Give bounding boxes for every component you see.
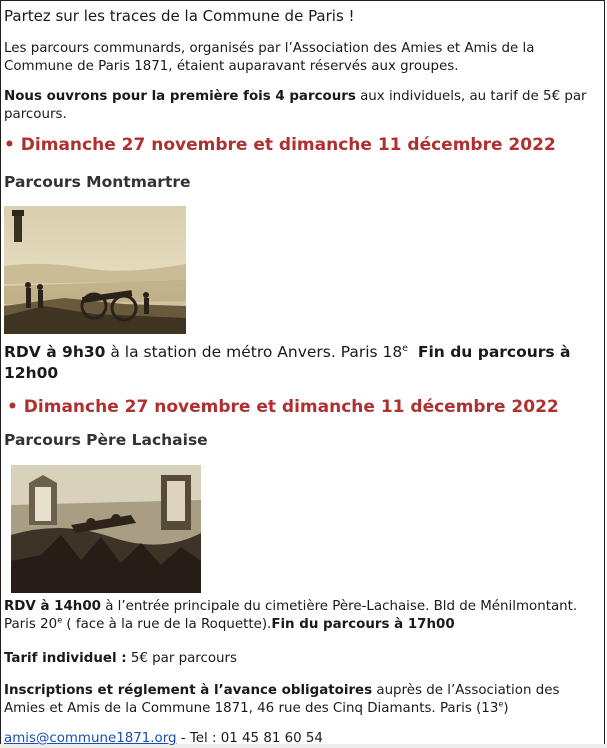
offer-bold: Nous ouvrons pour la première fois 4 parcours — [4, 89, 356, 104]
bullet-icon: • — [7, 397, 18, 417]
bullet-icon: • — [4, 135, 15, 155]
tarif: Tarif individuel : 5€ par parcours — [4, 651, 238, 666]
intro-paragraph: Les parcours communards, organisés par l’Association des Amies et Amis de la Commune de Paris 1871, étaient auparavant réservés aux groupes. — [4, 41, 535, 74]
date-pere-lachaise: • Dimanche 27 novembre et dimanche 11 décembre 2022 — [7, 397, 559, 417]
heading-pere-lachaise: Parcours Père Lachaise — [4, 431, 208, 449]
date-montmartre: • Dimanche 27 novembre et dimanche 11 décembre 2022 — [4, 135, 556, 155]
heading-montmartre: Parcours Montmartre — [4, 173, 191, 191]
offer-paragraph — [4, 88, 600, 124]
offer-rest: aux individuels, au tarif de 5€ par parcours. — [4, 89, 587, 122]
page-title: Partez sur les traces de la Commune de Paris ! — [4, 7, 355, 25]
contact-line — [4, 730, 600, 748]
inscriptions: Inscriptions et réglement à l’avance obligatoires auprès de l’Association des Amies et Amis de la Commune 1871, 46 rue des Cinq Diamants. Paris (13e) — [4, 683, 560, 716]
rdv-montmartre: RDV à 9h30 à la station de métro Anvers. Paris 18e Fin du parcours à 12h00 — [4, 342, 571, 382]
photo-montmartre — [4, 206, 186, 334]
phone-number: - Tel : 01 45 81 60 54 — [176, 731, 323, 746]
email-link[interactable]: amis@commune1871.org — [4, 731, 177, 746]
rdv-pere-lachaise: RDV à 14h00 à l’entrée principale du cimetière Père-Lachaise. Bld de Ménilmontant. Paris 20e ( face à la rue de la Roquette).Fin du parcours à 17h00 — [4, 599, 578, 632]
photo-pere-lachaise — [11, 465, 201, 593]
